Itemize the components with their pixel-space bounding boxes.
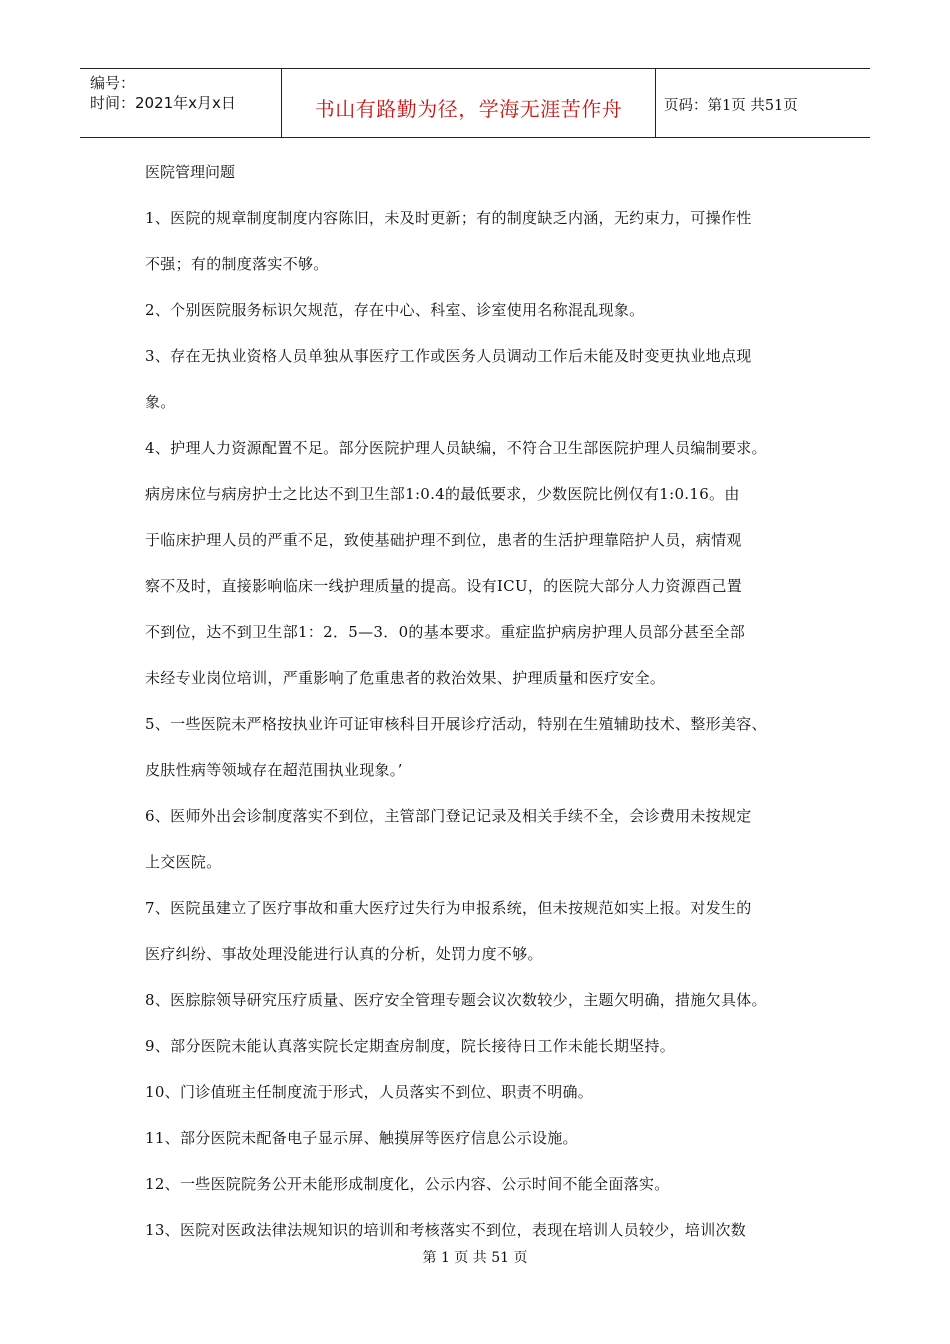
- paragraph: [145, 986, 825, 1014]
- header-meta-cell: [80, 69, 282, 137]
- paragraph: [145, 1078, 825, 1106]
- paragraph: [145, 434, 825, 692]
- number-label: 编号：: [90, 74, 136, 92]
- paragraph-line: 11、部分医院未配备电子显示屏、触摸屏等医疗信息公示设施。: [145, 1129, 578, 1147]
- header-page-cell: [656, 69, 870, 137]
- document-body: [145, 158, 825, 1262]
- header-motto-cell: [282, 69, 656, 137]
- paragraph-line: 7、医院虽建立了医疗事故和重大医疗过失行为申报系统，但未按规范如实上报。对发生的: [145, 899, 752, 917]
- document-header: [80, 68, 870, 138]
- paragraph-line: 2、个别医院服务标识欠规范，存在中心、科室、诊室使用名称混乱现象。: [145, 301, 645, 319]
- paragraph-line: 5、一些医院未严格按执业许可证审核科目开展诊疗活动，特别在生殖辅助技术、整形美容、: [145, 715, 767, 733]
- paragraph-line: 病房床位与病房护士之比达不到卫生部1:0.4的最低要求，少数医院比例仅有1:0.16。由: [145, 485, 740, 503]
- motto-text: 书山有路勤为径，学海无涯苦作舟: [314, 97, 623, 121]
- paragraph-line: 6、医师外出会诊制度落实不到位，主管部门登记记录及相关手续不全，会诊费用未按规定: [145, 807, 752, 825]
- paragraph-line: 象。: [145, 393, 176, 411]
- paragraph-line: 察不及时，直接影响临床一线护理质量的提高。设有ICU，的医院大部分人力资源酉己置: [145, 577, 743, 595]
- paragraph-line: 未经专业岗位培训，严重影响了危重患者的救治效果、护理质量和医疗安全。: [145, 669, 666, 687]
- page-footer: 第 1 页 共 51 页: [422, 1250, 528, 1266]
- paragraph-line: 10、门诊值班主任制度流于形式，人员落实不到位、职责不明确。: [145, 1083, 594, 1101]
- page-info: 页码：第1页 共51页: [664, 98, 798, 114]
- paragraph: [145, 1216, 825, 1244]
- paragraph: [145, 342, 825, 416]
- paragraph-line: 皮肤性病等领域存在超范围执业现象。’: [145, 761, 403, 779]
- paragraph-line: 不到位，达不到卫生部1：2．5—3．0的基本要求。重症监护病房护理人员部分甚至全部: [145, 623, 746, 641]
- paragraph-line: 于临床护理人员的严重不足，致使基础护理不到位，患者的生活护理靠陪护人员，病情观: [145, 531, 742, 549]
- paragraph-line: 13、医院对医政法律法规知识的培训和考核落实不到位，表现在培训人员较少，培训次数: [145, 1221, 747, 1239]
- paragraph: [145, 204, 825, 278]
- paragraph: [145, 802, 825, 876]
- paragraph-line: 上交医院。: [145, 853, 222, 871]
- paragraph: [145, 296, 825, 324]
- paragraph-line: 1、医院的规章制度制度内容陈旧，未及时更新；有的制度缺乏内涵，无约束力，可操作性: [145, 209, 752, 227]
- paragraph: [145, 894, 825, 968]
- paragraph: [145, 1170, 825, 1198]
- paragraph-line: 医疗纠纷、事故处理没能进行认真的分析，处罚力度不够。: [145, 945, 543, 963]
- time-label: 时间：2021年x月x日: [90, 94, 236, 112]
- paragraph: [145, 1032, 825, 1060]
- paragraph: [145, 710, 825, 784]
- paragraph-line: 12、一些医院院务公开未能形成制度化，公示内容、公示时间不能全面落实。: [145, 1175, 670, 1193]
- paragraph-line: 9、部分医院未能认真落实院长定期查房制度，院长接待日工作未能长期坚持。: [145, 1037, 676, 1055]
- paragraph-list: [145, 204, 825, 1244]
- paragraph-line: 3、存在无执业资格人员单独从事医疗工作或医务人员调动工作后未能及时变更执业地点现: [145, 347, 752, 365]
- paragraph: [145, 1124, 825, 1152]
- paragraph-line: 不强；有的制度落实不够。: [145, 255, 329, 273]
- document-title: 医院管理问题: [145, 163, 236, 181]
- paragraph-line: 4、护理人力资源配置不足。部分医院护理人员缺编，不符合卫生部医院护理人员编制要求。: [145, 439, 767, 457]
- paragraph-line: 8、医腙腙领导研究压疗质量、医疗安全管理专题会议次数较少，主题欠明确，措施欠具体。: [145, 991, 767, 1009]
